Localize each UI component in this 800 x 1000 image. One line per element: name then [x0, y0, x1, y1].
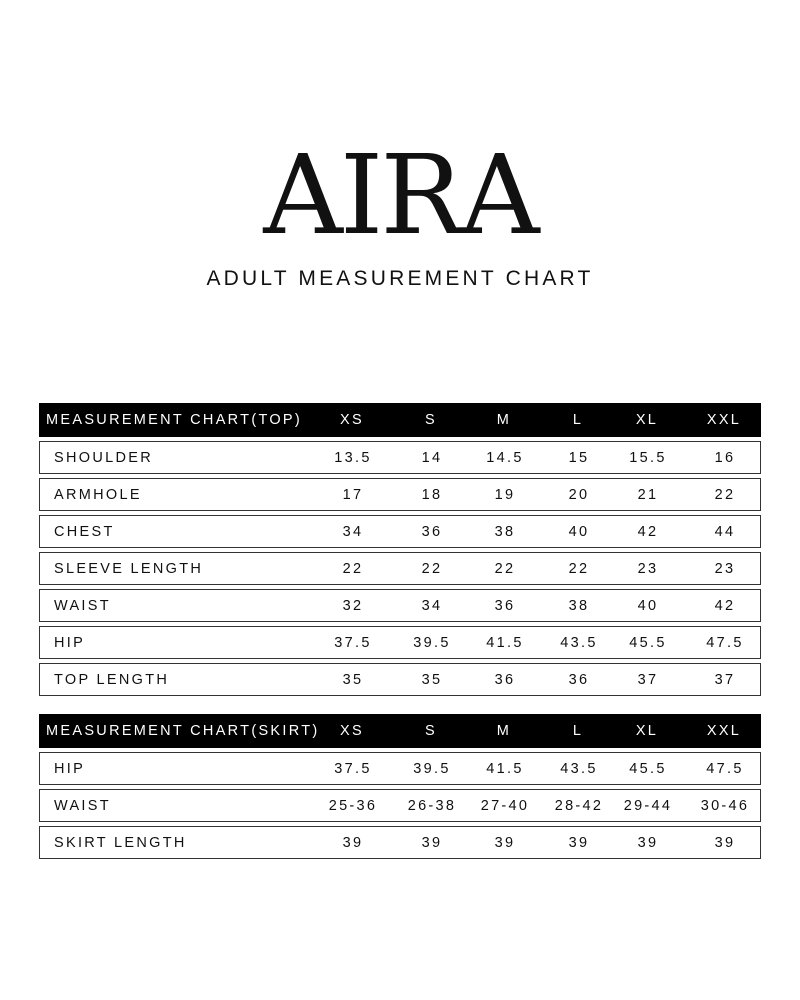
table-header: [39, 714, 761, 748]
table-cell: 43.5: [560, 634, 598, 651]
table-cell: 27-40: [480, 797, 530, 814]
table-cell: 30-46: [700, 797, 750, 814]
row-label: WAIST: [54, 797, 111, 814]
table-cell: 44: [714, 523, 736, 540]
table-cell: 42: [714, 597, 736, 614]
row-label: CHEST: [54, 523, 115, 540]
size-header: XXL: [706, 412, 742, 428]
table-cell: 22: [568, 560, 590, 577]
table-cell: 22: [714, 486, 736, 503]
row-label: HIP: [54, 634, 86, 651]
size-header: XXL: [706, 723, 742, 739]
table-cell: 19: [494, 486, 516, 503]
table-cell: 14.5: [486, 449, 524, 466]
size-header: M: [496, 412, 512, 428]
table-cell: 37: [637, 671, 659, 688]
table-cell: 32: [342, 597, 364, 614]
table-cell: 40: [637, 597, 659, 614]
table-row: [39, 663, 761, 696]
table-cell: 15: [568, 449, 590, 466]
size-header: L: [572, 412, 584, 428]
table-cell: 22: [421, 560, 443, 577]
table-cell: 45.5: [629, 760, 667, 777]
table-cell: 34: [421, 597, 443, 614]
table-header: [39, 403, 761, 437]
table-cell: 34: [342, 523, 364, 540]
table-cell: 21: [637, 486, 659, 503]
table-cell: 37.5: [334, 760, 372, 777]
table-cell: 16: [714, 449, 736, 466]
table-cell: 39: [342, 834, 364, 851]
table-row: [39, 826, 761, 859]
table-cell: 15.5: [629, 449, 667, 466]
size-header: XS: [340, 412, 364, 428]
skirt-measurement-table: [39, 714, 761, 859]
row-label: HIP: [54, 760, 86, 777]
table-cell: 39: [494, 834, 516, 851]
table-cell: 18: [421, 486, 443, 503]
brand-logo: AIRA: [263, 131, 537, 259]
table-cell: 22: [494, 560, 516, 577]
table-cell: 42: [637, 523, 659, 540]
table-cell: 36: [494, 597, 516, 614]
table-cell: 14: [421, 449, 443, 466]
row-label: SHOULDER: [54, 449, 153, 466]
row-label: SLEEVE LENGTH: [54, 560, 204, 577]
table-cell: 36: [568, 671, 590, 688]
table-row: [39, 626, 761, 659]
table-cell: 39: [714, 834, 736, 851]
table-cell: 13.5: [334, 449, 372, 466]
table-cell: 39: [421, 834, 443, 851]
table-cell: 43.5: [560, 760, 598, 777]
table-cell: 26-38: [407, 797, 457, 814]
table-cell: 29-44: [623, 797, 673, 814]
table-title: MEASUREMENT CHART(TOP): [46, 412, 303, 428]
table-cell: 39.5: [413, 760, 451, 777]
top-measurement-table: [39, 403, 761, 696]
size-headers: [314, 714, 761, 748]
table-cell: 22: [342, 560, 364, 577]
table-row: [39, 515, 761, 548]
table-cell: 41.5: [486, 760, 524, 777]
row-label: ARMHOLE: [54, 486, 142, 503]
size-header: L: [572, 723, 584, 739]
table-cell: 45.5: [629, 634, 667, 651]
table-cell: 38: [494, 523, 516, 540]
table-row: [39, 752, 761, 785]
table-cell: 37.5: [334, 634, 372, 651]
page-subtitle: ADULT MEASUREMENT CHART: [206, 267, 594, 290]
table-cell: 40: [568, 523, 590, 540]
table-cell: 28-42: [554, 797, 604, 814]
size-header: S: [425, 412, 437, 428]
table-row: [39, 589, 761, 622]
size-header: M: [496, 723, 512, 739]
table-cell: 36: [494, 671, 516, 688]
table-cell: 39: [568, 834, 590, 851]
table-cell: 20: [568, 486, 590, 503]
size-header: XL: [635, 412, 659, 428]
table-row: [39, 552, 761, 585]
table-cell: 41.5: [486, 634, 524, 651]
table-cell: 39.5: [413, 634, 451, 651]
table-cell: 23: [637, 560, 659, 577]
table-cell: 47.5: [706, 634, 744, 651]
row-label: WAIST: [54, 597, 111, 614]
table-cell: 47.5: [706, 760, 744, 777]
row-label: TOP LENGTH: [54, 671, 170, 688]
size-header: XS: [340, 723, 364, 739]
table-row: [39, 789, 761, 822]
table-title: MEASUREMENT CHART(SKIRT): [46, 723, 320, 739]
size-header: XL: [635, 723, 659, 739]
size-headers: [314, 403, 761, 437]
table-cell: 17: [342, 486, 364, 503]
row-label: SKIRT LENGTH: [54, 834, 187, 851]
table-cell: 35: [421, 671, 443, 688]
table-row: [39, 441, 761, 474]
table-cell: 37: [714, 671, 736, 688]
table-cell: 25-36: [328, 797, 378, 814]
table-cell: 23: [714, 560, 736, 577]
table-cell: 35: [342, 671, 364, 688]
table-cell: 38: [568, 597, 590, 614]
table-cell: 36: [421, 523, 443, 540]
table-cell: 39: [637, 834, 659, 851]
size-header: S: [425, 723, 437, 739]
table-row: [39, 478, 761, 511]
